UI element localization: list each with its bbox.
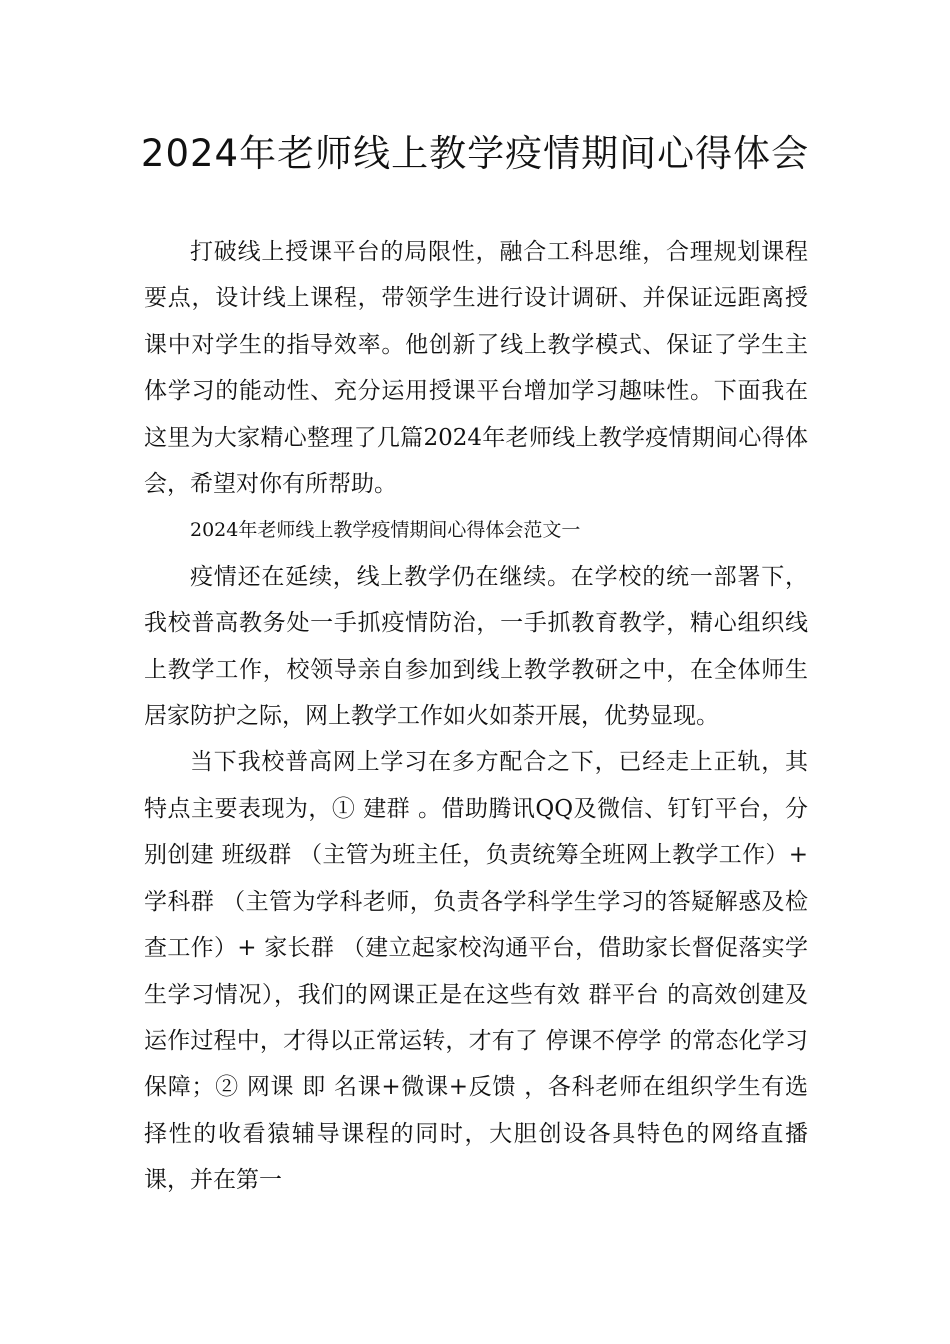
- section-heading: 2024年老师线上教学疫情期间心得体会范文一: [190, 519, 581, 542]
- document-title: 2024年老师线上教学疫情期间心得体会: [140, 132, 810, 175]
- body-paragraph-2: 当下我校普高网上学习在多方配合之下，已经走上正轨，其特点主要表现为，① 建群 。借助腾讯QQ及微信、钉钉平台，分别创建 班级群 （主管为班主任，负责统筹全班网上教学工作）+ 学科群 （主管为学科老师，负责各学科学生学习的答疑解惑及检查工作）+ 家长群 （建立起家校沟通平台，借助家长督促落实学生学习情况），我们的网课正是在这些有效 群平台 的高效创建及运作过程中，才得以正常运转，才有了 停课不停学 的常态化学习保障；② 网课 即 名课+微课+反馈 ，各科老师在组织学生有选择性的收看猿辅导课程的同时，大胆创设各具特色的网络直播课，并在第一: [144, 749, 808, 1194]
- document-body: [144, 229, 808, 1204]
- intro-paragraph: 打破线上授课平台的局限性，融合工科思维，合理规划课程要点，设计线上课程，带领学生进行设计调研、并保证远距离授课中对学生的指导效率。他创新了线上教学模式、保证了学生主体学习的能动性、充分运用授课平台增加学习趣味性。下面我在这里为大家精心整理了几篇2024年老师线上教学疫情期间心得体会，希望对你有所帮助。: [144, 239, 808, 498]
- body-paragraph-1: 疫情还在延续，线上教学仍在继续。在学校的统一部署下，我校普高教务处一手抓疫情防治，一手抓教育教学，精心组织线上教学工作，校领导亲自参加到线上教学教研之中，在全体师生居家防护之际，网上教学工作如火如荼开展，优势显现。: [144, 563, 808, 730]
